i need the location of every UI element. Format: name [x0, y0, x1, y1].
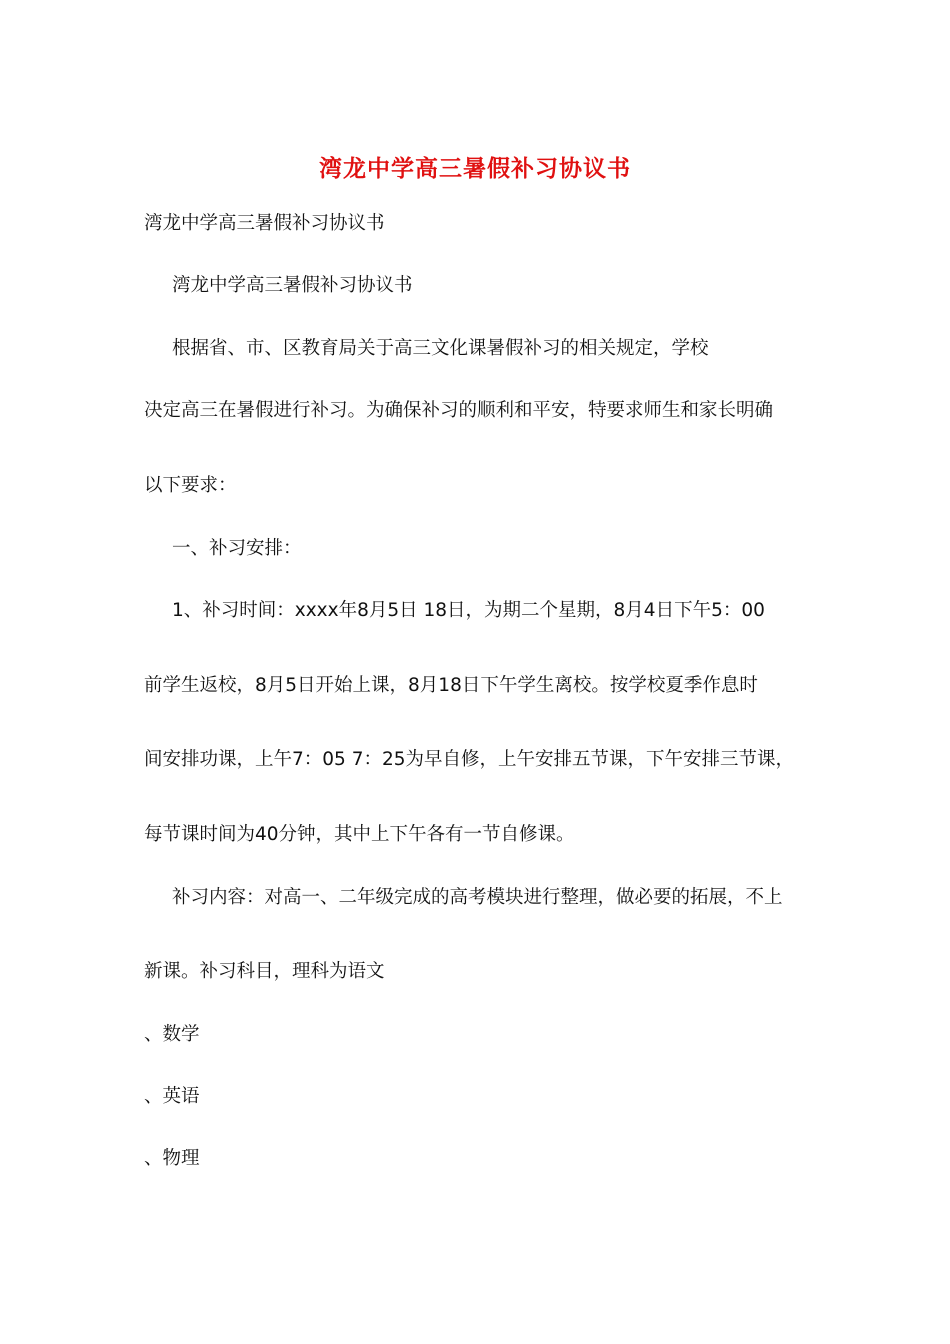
paragraph-line: 以下要求：: [144, 475, 237, 496]
subheading-line: 湾龙中学高三暑假补习协议书: [172, 275, 413, 296]
paragraph-line: 1、补习时间：xxxx年8月5日 18日，为期二个星期，8月4日下午5：00: [172, 600, 765, 621]
section-heading: 一、补习安排：: [172, 538, 302, 559]
paragraph-line: 决定高三在暑假进行补习。为确保补习的顺利和平安，特要求师生和家长明确: [144, 400, 774, 421]
list-item: 、数学: [144, 1024, 200, 1045]
paragraph-line: 根据省、市、区教育局关于高三文化课暑假补习的相关规定，学校: [172, 338, 709, 359]
paragraph-line: 间安排功课，上午7：05 7：25为早自修，上午安排五节课，下午安排三节课，: [144, 749, 795, 770]
paragraph-line: 每节课时间为40分钟，其中上下午各有一节自修课。: [144, 824, 575, 845]
document-title: 湾龙中学高三暑假补习协议书: [319, 155, 631, 182]
paragraph-line: 新课。补习科目，理科为语文: [144, 961, 385, 982]
list-item: 、物理: [144, 1148, 200, 1169]
heading-line: 湾龙中学高三暑假补习协议书: [144, 213, 385, 234]
list-item: 、英语: [144, 1086, 200, 1107]
paragraph-line: 补习内容：对高一、二年级完成的高考模块进行整理，做必要的拓展，不上: [172, 887, 783, 908]
paragraph-line: 前学生返校，8月5日开始上课，8月18日下午学生离校。按学校夏季作息时: [144, 675, 758, 696]
